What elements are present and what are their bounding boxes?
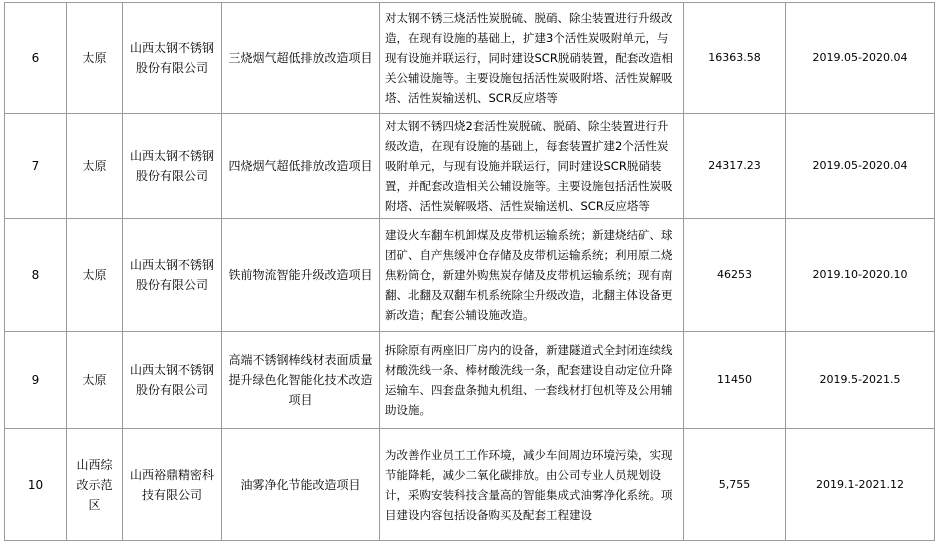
table-row: [5, 219, 935, 332]
table-row: [5, 332, 935, 429]
row-number: 6: [5, 3, 67, 114]
period-cell: 2019.10-2020.10: [786, 219, 935, 332]
company-cell: 山西太钢不锈钢股份有限公司: [123, 114, 222, 219]
region-cell: 太原: [67, 114, 123, 219]
project-name-cell: 三烧烟气超低排放改造项目: [222, 3, 380, 114]
region-cell: 太原: [67, 332, 123, 429]
investment-cell: 5,755: [684, 429, 786, 541]
investment-cell: 16363.58: [684, 3, 786, 114]
company-cell: 山西太钢不锈钢股份有限公司: [123, 332, 222, 429]
description-cell: 对太钢不锈三烧活性炭脱硫、脱硝、除尘装置进行升级改造，在现有设施的基础上，扩建3个活性炭吸附单元，与现有设施并联运行，同时建设SCR脱硝装置，配套改造相关公辅设施等。主要设施包括活性炭吸附塔、活性炭解吸塔、活性炭输送机、SCR反应塔等: [380, 3, 684, 114]
description-cell: 对太钢不锈四烧2套活性炭脱硫、脱硝、除尘装置进行升级改造，在现有设施的基础上，每套装置扩建2个活性炭吸附单元，与现有设施并联运行，同时建设SCR脱硝装置，并配套改造相关公辅设施等。主要设施包括活性炭吸附塔、活性炭解吸塔、活性炭输送机、SCR反应塔等: [380, 114, 684, 219]
project-table: [4, 2, 935, 541]
row-number: 7: [5, 114, 67, 219]
project-name-cell: 油雾净化节能改造项目: [222, 429, 380, 541]
period-cell: 2019.05-2020.04: [786, 114, 935, 219]
period-cell: 2019.5-2021.5: [786, 332, 935, 429]
period-cell: 2019.05-2020.04: [786, 3, 935, 114]
table-row: [5, 3, 935, 114]
investment-cell: 11450: [684, 332, 786, 429]
row-number: 8: [5, 219, 67, 332]
region-cell: 太原: [67, 3, 123, 114]
description-cell: 拆除原有两座旧厂房内的设备，新建隧道式全封闭连续线材酸洗线一条、棒材酸洗线一条，配套建设自动定位升降运输车、四套盘条抛丸机组、一套线材打包机等及公用辅助设施。: [380, 332, 684, 429]
region-cell: 山西综改示范区: [67, 429, 123, 541]
project-name-cell: 铁前物流智能升级改造项目: [222, 219, 380, 332]
company-cell: 山西太钢不锈钢股份有限公司: [123, 3, 222, 114]
table-row: [5, 114, 935, 219]
region-cell: 太原: [67, 219, 123, 332]
row-number: 10: [5, 429, 67, 541]
description-cell: 为改善作业员工工作环境，减少车间周边环境污染，实现节能降耗，减少二氧化碳排放。由公司专业人员规划设计，采购安装科技含量高的智能集成式油雾净化系统。项目建设内容包括设备购买及配套工程建设: [380, 429, 684, 541]
company-cell: 山西裕鼎精密科技有限公司: [123, 429, 222, 541]
investment-cell: 46253: [684, 219, 786, 332]
project-name-cell: 高端不锈钢棒线材表面质量提升绿色化智能化技术改造项目: [222, 332, 380, 429]
period-cell: 2019.1-2021.12: [786, 429, 935, 541]
row-number: 9: [5, 332, 67, 429]
table-row: [5, 429, 935, 541]
company-cell: 山西太钢不锈钢股份有限公司: [123, 219, 222, 332]
project-name-cell: 四烧烟气超低排放改造项目: [222, 114, 380, 219]
description-cell: 建设火车翻车机卸煤及皮带机运输系统；新建烧结矿、球团矿、自产焦缓冲仓存储及皮带机运输系统；利用原二烧焦粉筒仓，新建外购焦炭存储及皮带机运输系统；现有南翻、北翻及双翻车机系统除尘升级改造，北翻主体设备更新改造；配套公辅设施改造。: [380, 219, 684, 332]
investment-cell: 24317.23: [684, 114, 786, 219]
